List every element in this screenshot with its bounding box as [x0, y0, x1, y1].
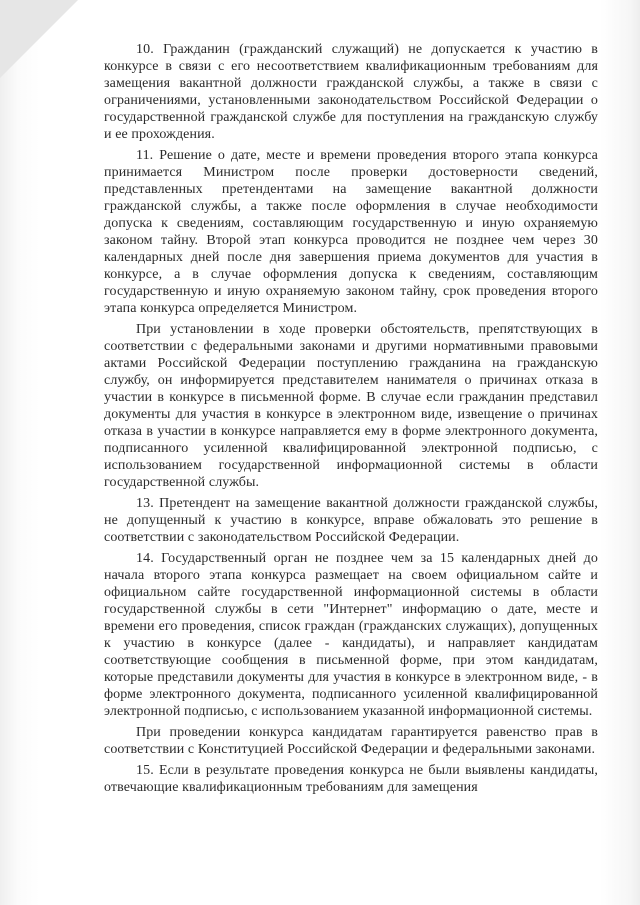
paragraph-14: 14. Государственный орган не позднее чем за 15 календарных дней до начала второго этапа конкурса размещает на своем официальном сайте и официальном сайте государственной информационной системы в области государственной службы в сети "Интернет" информацию о дате, месте и времени его проведения, список граждан (гражданских служащих), допущенных к участию в конкурсе (далее - кандидаты), и направляет кандидатам соответствующие сообщения в письменной форме, при этом кандидатам, которые представили документы для участия в конкурсе в электронном виде, - в форме электронного документа, подписанного усиленной квалифицированной электронной подписью, с использованием указанной информационной системы. — [104, 551, 598, 719]
paragraph-13: 13. Претендент на замещение вакантной должности гражданской службы, не допущенный к участию в конкурсе, вправе обжаловать это решение в соответствии с законодательством Российской Федерации. — [104, 496, 598, 545]
paragraph-15: 15. Если в результате проведения конкурса не были выявлены кандидаты, отвечающие квалификационным требованиям для замещения — [104, 763, 598, 795]
folded-corner — [0, 0, 78, 78]
document-page — [104, 41, 598, 796]
paragraph-equal-rights: При проведении конкурса кандидатам гарантируется равенство прав в соответствии с Конституцией Российской Федерации и федеральными законами. — [104, 725, 598, 757]
paragraph-refusal-notice: При установлении в ходе проверки обстоятельств, препятствующих в соответствии с федеральными законами и другими нормативными правовыми актами Российской Федерации поступлению гражданина на гражданскую службу, он информируется представителем нанимателя о причинах отказа в участии в конкурсе в письменной форме. В случае если гражданин представил документы для участия в конкурсе в электронном виде, извещение о причинах отказа в участии в конкурсе направляется ему в форме электронного документа, подписанного усиленной квалифицированной электронной подписью, с использованием государственной информационной системы в области государственной службы. — [104, 322, 598, 490]
paragraph-11: 11. Решение о дате, месте и времени проведения второго этапа конкурса принимается Министром после проверки достоверности сведений, представленных претендентами на замещение вакантной должности гражданской службы, а также после оформления в случае необходимости допуска к сведениям, составляющим государственную и иную охраняемую законом тайну. Второй этап конкурса проводится не позднее чем через 30 календарных дней после дня завершения приема документов для участия в конкурсе, а в случае оформления допуска к сведениям, составляющим государственную и иную охраняемую законом тайну, срок проведения второго этапа конкурса определяется Министром. — [104, 148, 598, 316]
paragraph-10: 10. Гражданин (гражданский служащий) не допускается к участию в конкурсе в связи с его несоответствием квалификационным требованиям для замещения вакантной должности гражданской службы, а также в связи с ограничениями, установленными законодательством Российской Федерации о государственной гражданской службе для поступления на гражданскую службу и ее прохождения. — [104, 42, 598, 142]
